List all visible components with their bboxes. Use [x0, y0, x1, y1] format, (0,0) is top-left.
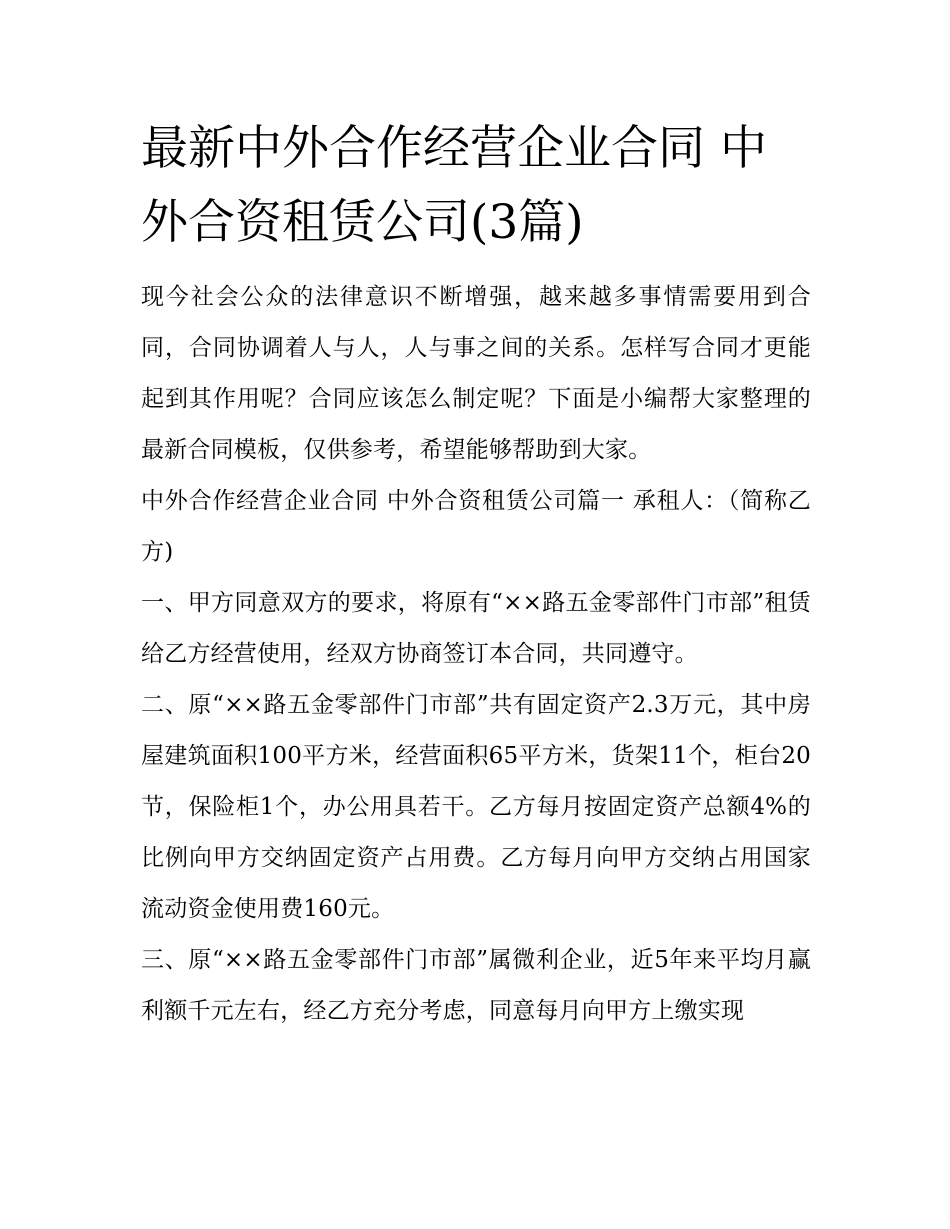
document-title: 最新中外合作经营企业合同 中外合资租赁公司(3篇) [141, 121, 767, 250]
paragraph-clause-1: 一、甲方同意双方的要求，将原有“××路五金零部件门市部”租赁给乙方经营使用，经双方协商签订本合同，共同遵守。 [141, 590, 811, 667]
paragraph-intro: 现今社会公众的法律意识不断增强，越来越多事情需要用到合同，合同协调着人与人，人与事之间的关系。怎样写合同才更能起到其作用呢？合同应该怎么制定呢？下面是小编帮大家整理的最新合同模板，仅供参考，希望能够帮助到大家。 [141, 284, 811, 463]
document-page [141, 112, 811, 1037]
paragraph-clause-3: 三、原“××路五金零部件门市部”属微利企业，近5年来平均月赢利额千元左右，经乙方充分考虑，同意每月向甲方上缴实现 [141, 947, 811, 1024]
paragraph-section-heading: 中外合作经营企业合同 中外合资租赁公司篇一 承租人：（简称乙方) [141, 488, 811, 565]
paragraph-clause-2: 二、原“××路五金零部件门市部”共有固定资产2.3万元，其中房屋建筑面积100平方米，经营面积65平方米，货架11个，柜台20节，保险柜1个，办公用具若干。乙方每月按固定资产总额4%的比例向甲方交纳固定资产占用费。乙方每月向甲方交纳占用国家流动资金使用费160元。 [141, 692, 811, 922]
